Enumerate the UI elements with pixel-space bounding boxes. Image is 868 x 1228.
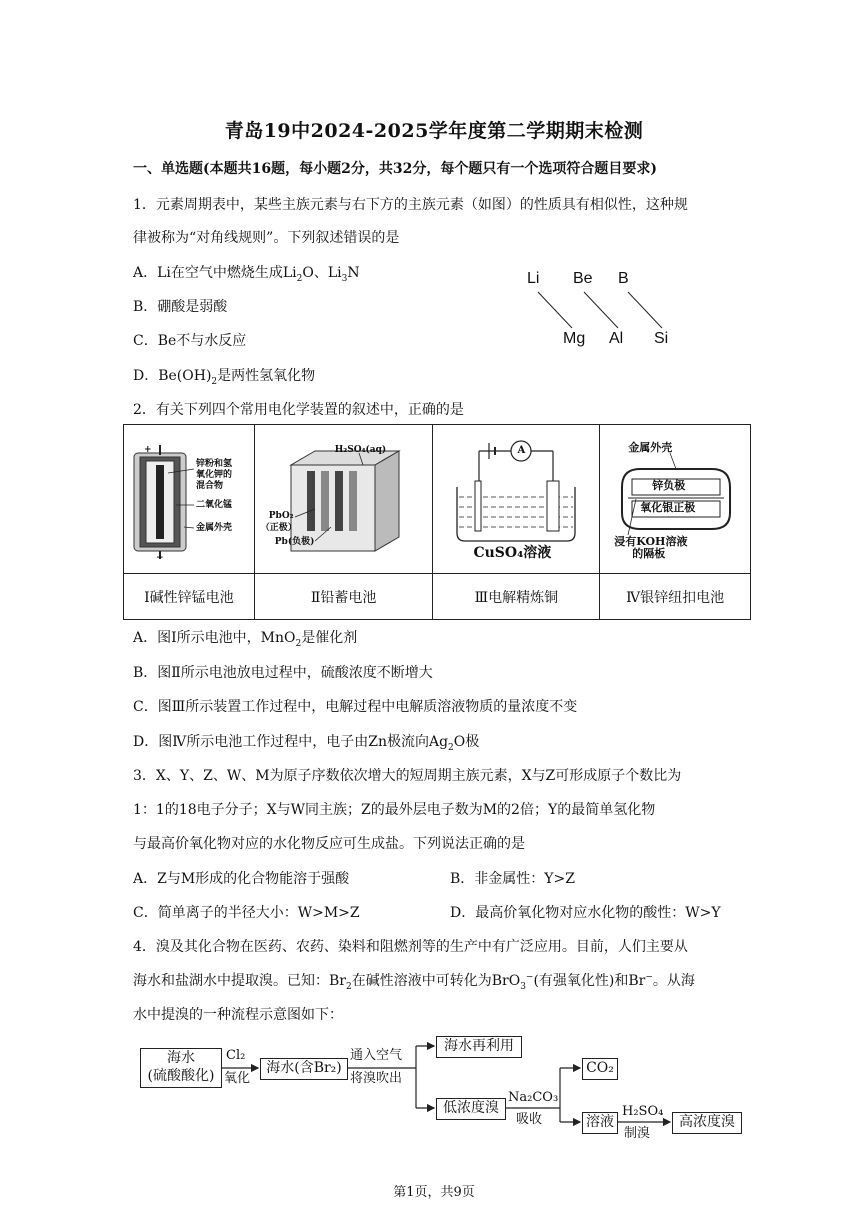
label-separator-2: 的隔板 [632, 547, 666, 560]
section-heading: 一、单选题(本题共16题，每小题2分，共32分，每个题只有一个选项符合题目要求) [133, 161, 657, 177]
q1-stem-line1: 1．元素周期表中，某些主族元素与右下方的主族元素（如图）的性质具有相似性，这种规 [133, 197, 688, 213]
label-metal-shell: 金属外壳 [196, 523, 233, 533]
element-al: Al [609, 330, 624, 347]
q4-stem-line2: 海水和盐湖水中提取溴。已知：$Br_2$在碱性溶液中可转化为BrO$_3$−(有强氧化性)和Br−。从海 [133, 972, 695, 992]
q4-stem-line3: 水中提溴的一种流程示意图如下： [133, 1007, 343, 1023]
label-cl2: Cl₂ [226, 1048, 246, 1063]
q3-option-b: B．非金属性：Y>Z [450, 871, 575, 887]
fig-cell-1 [124, 425, 255, 574]
element-be: Be [573, 270, 593, 287]
fig-alkaline-battery [124, 425, 254, 573]
q2-option-c: C．图Ⅲ所示装置工作过程中，电解过程中电解质溶液物质的量浓度不变 [133, 699, 578, 715]
label-blow-out: 将溴吹出 [350, 1071, 403, 1086]
q1-stem-line2: 律被称为“对角线规则”。下列叙述错误的是 [133, 230, 400, 246]
q2-stem: 2．有关下列四个常用电化学装置的叙述中，正确的是 [133, 402, 464, 418]
fig-lead-acid-battery [255, 425, 433, 573]
label-absorb: 吸收 [516, 1112, 543, 1127]
label-zinc-mix-1: 锌粉和氢 [196, 459, 233, 469]
fig-cell-3 [433, 425, 600, 574]
label-h2so4: H₂SO₄(aq) [334, 445, 387, 455]
box-seawater: 海水 (硫酸酸化) [140, 1048, 222, 1088]
label-zinc-mix-2: 氧化钾的 [196, 470, 233, 480]
q1-option-d: D．$Be(OH)_2$是两性氢氧化物 [133, 368, 316, 387]
q1-option-b: B．硼酸是弱酸 [133, 299, 228, 315]
label-make-bromine: 制溴 [624, 1126, 651, 1141]
box-seawater-reuse: 海水再利用 [436, 1036, 522, 1058]
diagonal-lines [530, 288, 670, 332]
element-mg: Mg [563, 330, 586, 347]
q3-option-d: D．最高价氧化物对应水化物的酸性：W>Y [450, 905, 721, 921]
q3-option-c: C．简单离子的半径大小：W>M>Z [133, 905, 360, 921]
caption-2: Ⅱ铅蓄电池 [254, 574, 433, 620]
element-li: Li [527, 270, 540, 287]
element-si: Si [654, 330, 669, 347]
ammeter-label: A [517, 445, 526, 456]
label-zinc-mix-3: 混合物 [196, 481, 224, 491]
q3-stem-line3: 与最高价氧化物对应的水化物反应可生成盐。下列说法正确的是 [133, 836, 525, 852]
q3-option-a: A．Z与M形成的化合物能溶于强酸 [133, 871, 350, 887]
q2-option-b: B．图Ⅱ所示电池放电过程中，硫酸浓度不断增大 [133, 665, 433, 681]
label-zn-negative: 锌负极 [652, 479, 686, 492]
device-table [123, 424, 751, 620]
bromine-flowchart [140, 1038, 750, 1141]
element-b: B [618, 270, 629, 287]
button-cell-drawing [600, 425, 750, 573]
box-high-bromine: 高浓度溴 [672, 1112, 742, 1134]
label-ag2o-positive: 氧化银正极 [640, 501, 696, 514]
label-oxidize: 氧化 [224, 1071, 251, 1086]
q4-stem-line1: 4．溴及其化合物在医药、农药、染料和阻燃剂等的生产中有广泛应用。目前，人们主要从 [133, 939, 688, 955]
q1-option-a: A．Li在空气中燃烧生成$Li_2O$、$Li_3N$ [133, 265, 360, 284]
q3-stem-line2: 1：1的18电子分子；X与W同主族；Z的最外层电子数为M的2倍；Y的最简单氢化物 [133, 802, 656, 818]
label-positive: （正极） [260, 523, 297, 533]
label-blow-air: 通入空气 [350, 1048, 403, 1063]
fig-copper-refining [433, 425, 599, 573]
label-h2so4-flow: H₂SO₄ [622, 1104, 664, 1119]
box-seawater-br2: 海水(含Br₂) [260, 1058, 348, 1080]
minus-sign: − [156, 553, 164, 563]
q2-option-a: A．图Ⅰ所示电池中，MnO$_2$是催化剂 [133, 630, 358, 649]
q1-option-c: C．Be不与水反应 [133, 333, 247, 349]
caption-4: Ⅳ银锌纽扣电池 [600, 574, 751, 620]
caption-3: Ⅲ电解精炼铜 [433, 574, 600, 620]
page-footer: 第1页，共9页 [393, 1185, 475, 1200]
label-cuso4: CuSO₄溶液 [473, 545, 552, 561]
label-pbo2: PbO₂ [268, 511, 294, 521]
box-low-bromine: 低浓度溴 [436, 1098, 506, 1120]
plus-sign: + [144, 445, 152, 455]
label-pb-negative: Pb(负极) [274, 537, 315, 547]
caption-1: Ⅰ碱性锌锰电池 [124, 574, 255, 620]
page-title: 青岛19中2024-2025学年度第二学期期末检测 [224, 120, 644, 142]
fig-cell-2 [254, 425, 433, 574]
box-solution: 溶液 [582, 1112, 618, 1134]
label-mno2: 二氧化锰 [196, 500, 233, 510]
label-shell: 金属外壳 [628, 441, 673, 454]
fig-cell-4 [600, 425, 751, 574]
fig-button-cell [600, 425, 750, 573]
q2-option-d: D．图Ⅳ所示电池工作过程中，电子由Zn极流向$Ag_2O$极 [133, 734, 480, 753]
box-co2: CO₂ [582, 1058, 618, 1080]
label-na2co3: Na₂CO₃ [508, 1090, 559, 1105]
q3-stem-line1: 3．X、Y、Z、W、M为原子序数依次增大的短周期主族元素，X与Z可形成原子个数比为 [133, 768, 682, 784]
label-separator-1: 浸有KOH溶液 [614, 535, 688, 548]
